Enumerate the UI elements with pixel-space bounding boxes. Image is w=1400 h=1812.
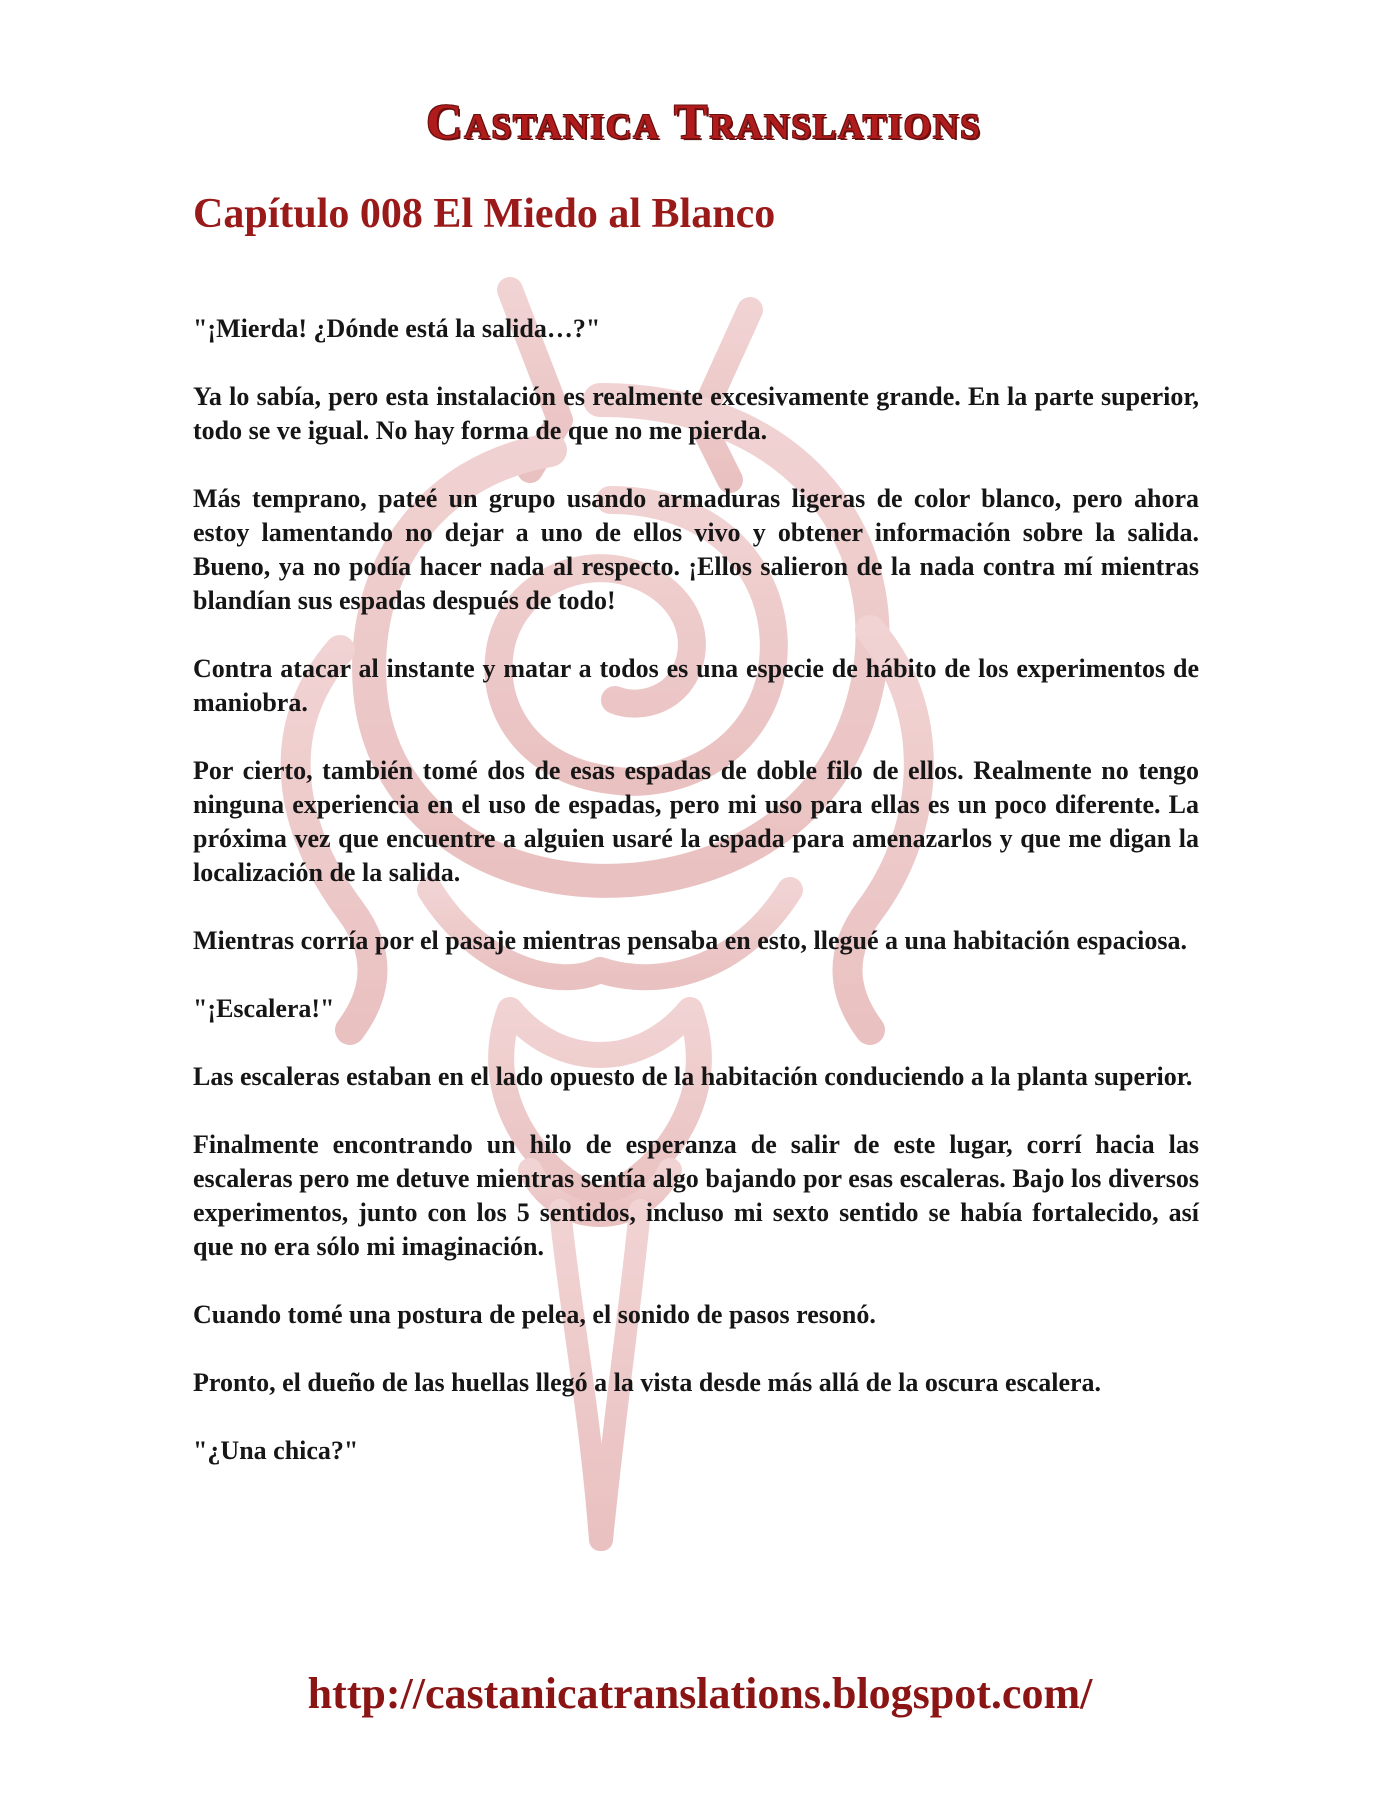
page-footer: [0, 1668, 1400, 1719]
paragraph: Mientras corría por el pasaje mientras pensaba en esto, llegué a una habitación espaciosa.: [193, 926, 1187, 955]
site-header: [0, 92, 1400, 150]
paragraph: Pronto, el dueño de las huellas llegó a la vista desde más allá de la oscura escalera.: [193, 1368, 1102, 1397]
blog-url-link[interactable]: http://castanicatranslations.blogspot.com/: [307, 1669, 1093, 1718]
paragraph: Finalmente encontrando un hilo de esperanza de salir de este lugar, corrí hacia las escaleras pero me detuve mientras sentía algo bajando por esas escaleras. Bajo los diversos experimentos, junto con los 5 sentidos, incluso mi sexto sentido se había fortalecido, así que no era sólo mi imaginación.: [193, 1130, 1199, 1261]
site-title: Castanica Translations: [426, 93, 982, 149]
paragraph: Contra atacar al instante y matar a todos es una especie de hábito de los experimentos de maniobra.: [193, 654, 1199, 717]
chapter-body: [193, 312, 1199, 1502]
paragraph: Por cierto, también tomé dos de esas espadas de doble filo de ellos. Realmente no tengo ninguna experiencia en el uso de espadas, pero mi uso para ellas es un poco diferente. La próxima vez que encuentre a alguien usaré la espada para amenazarlos y que me digan la localización de la salida.: [193, 756, 1199, 887]
paragraph: "¡Escalera!": [193, 994, 335, 1023]
paragraph: Más temprano, pateé un grupo usando armaduras ligeras de color blanco, pero ahora estoy lamentando no dejar a uno de ellos vivo y obtener información sobre la salida. Bueno, ya no podía hacer nada al respecto. ¡Ellos salieron de la nada contra mí mientras blandían sus espadas después de todo!: [193, 484, 1199, 615]
paragraph: "¿Una chica?": [193, 1436, 359, 1465]
paragraph: Cuando tomé una postura de pelea, el sonido de pasos resonó.: [193, 1300, 876, 1329]
paragraph: "¡Mierda! ¿Dónde está la salida…?": [193, 314, 601, 343]
paragraph: Ya lo sabía, pero esta instalación es realmente excesivamente grande. En la parte superior, todo se ve igual. No hay forma de que no me pierda.: [193, 382, 1199, 445]
chapter-title: Capítulo 008 El Miedo al Blanco: [193, 191, 776, 237]
paragraph: Las escaleras estaban en el lado opuesto de la habitación conduciendo a la planta superior.: [193, 1062, 1193, 1091]
